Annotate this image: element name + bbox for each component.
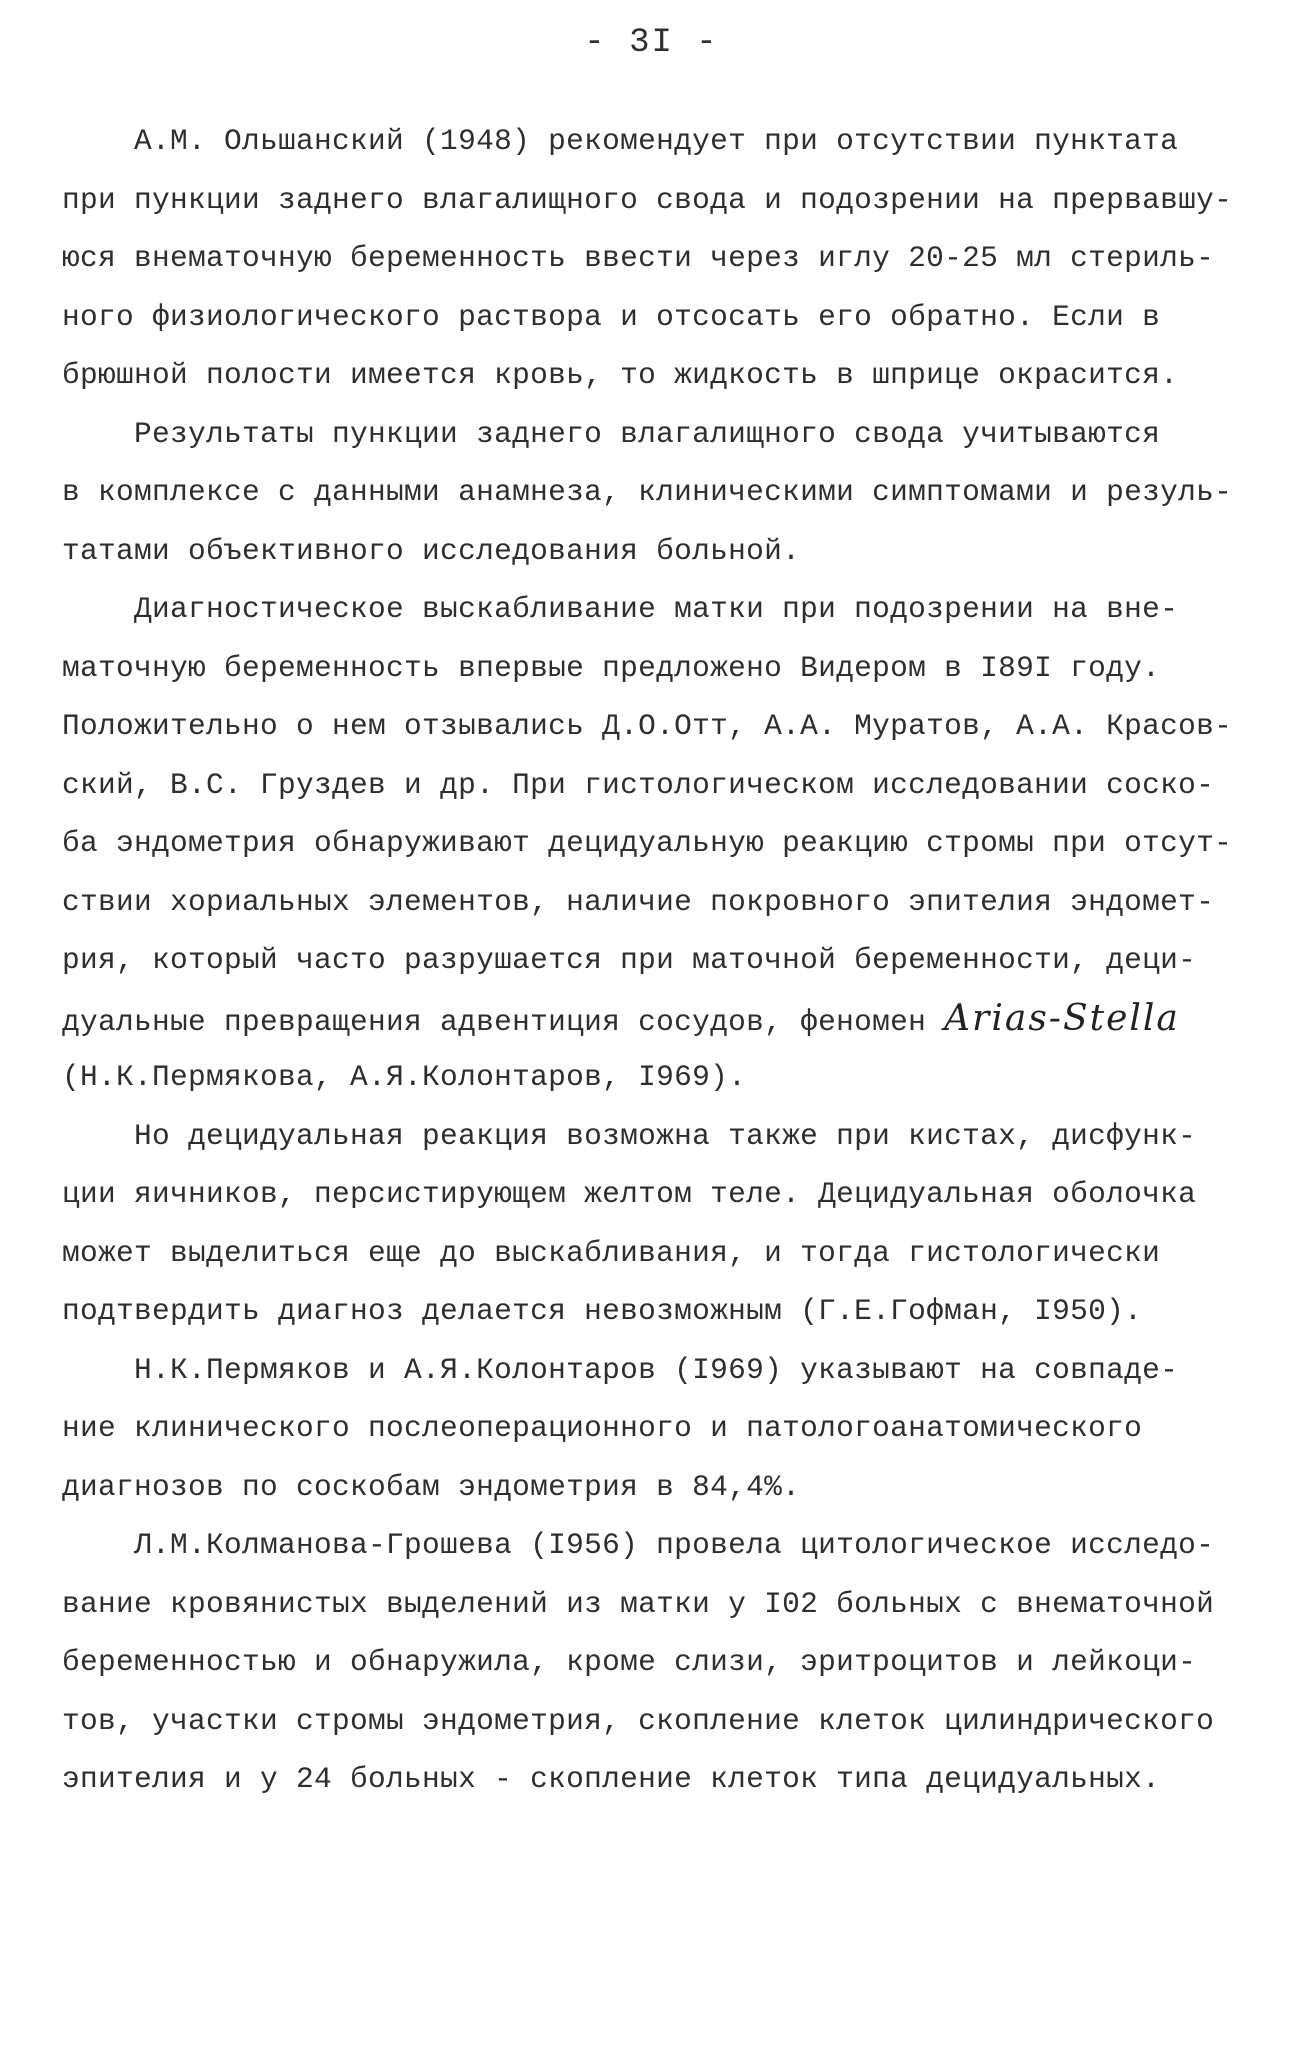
text-line: беременностью и обнаружила, кроме слизи, эритроцитов и лейкоци-: [62, 1645, 1197, 1679]
handwritten-term: Arias-Stella: [944, 997, 1180, 1039]
text-line: Но децидуальная реакция возможна также при кистах, дисфунк-: [62, 1118, 1197, 1153]
text-segment: дуальные превращения адвентиция сосудов, феномен: [62, 1004, 945, 1039]
text-line: при пункции заднего влагалищного свода и подозрении на прервавшу-: [62, 182, 1233, 217]
text-line: юся внематочную беременность ввести через иглу 20-25 мл стериль-: [62, 241, 1215, 275]
paragraph-2: [62, 405, 1242, 581]
text-line: (Н.К.Пермякова, А.Я.Колонтаров, I969).: [62, 1060, 747, 1094]
paragraph-6: [62, 1516, 1242, 1809]
text-line: может выделиться еще до выскабливания, и тогда гистологически: [62, 1235, 1161, 1270]
text-line: маточную беременность впервые предложено Видером в I89I году.: [62, 650, 1161, 685]
text-line: ние клинического послеоперационного и патологоанатомического: [62, 1411, 1143, 1445]
text-line-with-handwriting: [62, 990, 1242, 1049]
text-line: диагнозов по соскобам эндометрия в 84,4%.: [62, 1469, 801, 1504]
text-line: Результаты пункции заднего влагалищного свода учитываются: [62, 416, 1161, 451]
text-line: в комплексе с данными анамнеза, клиническими симптомами и резуль-: [62, 475, 1233, 509]
text-line: вание кровянистых выделений из матки у I02 больных с внематочной: [62, 1586, 1215, 1621]
text-line: ного физиологического раствора и отсосать его обратно. Если в: [62, 299, 1161, 334]
text-line: ский, В.С. Груздев и др. При гистологическом исследовании соско-: [62, 767, 1215, 802]
text-line: Диагностическое выскабливание матки при подозрении на вне-: [62, 592, 1179, 626]
paragraph-5: [62, 1341, 1242, 1517]
text-line: подтвердить диагноз делается невозможным (Г.Е.Гофман, I950).: [62, 1294, 1143, 1328]
text-line: эпителия и у 24 больных - скопление клеток типа децидуальных.: [62, 1762, 1161, 1796]
text-line: ствии хориальных элементов, наличие покровного эпителия эндомет-: [62, 884, 1215, 919]
text-line: тов, участки стромы эндометрия, скопление клеток цилиндрического: [62, 1703, 1215, 1738]
text-line: рия, который часто разрушается при маточной беременности, деци-: [62, 943, 1197, 977]
text-line: А.М. Ольшанский (1948) рекомендует при отсутствии пунктата: [62, 124, 1179, 158]
text-line: ба эндометрия обнаруживают децидуальную реакцию стромы при отсут-: [62, 826, 1233, 860]
text-line: ции яичников, персистирующем желтом теле. Децидуальная оболочка: [62, 1177, 1197, 1211]
text-line: Н.К.Пермяков и А.Я.Колонтаров (I969) указывают на совпаде-: [62, 1352, 1179, 1387]
page-number: - 3I -: [584, 24, 719, 62]
paragraph-4: [62, 1107, 1242, 1341]
body-text: [62, 112, 1242, 1809]
text-line: татами объективного исследования больной.: [62, 533, 801, 568]
paragraph-3: [62, 580, 1242, 1107]
text-line: брюшной полости имеется кровь, то жидкость в шприце окрасится.: [62, 358, 1179, 392]
text-line: Положительно о нем отзывались Д.О.Отт, А.А. Муратов, А.А. Красов-: [62, 709, 1233, 743]
paragraph-1: [62, 112, 1242, 405]
text-line: Л.М.Колманова-Грошева (I956) провела цитологическое исследо-: [62, 1528, 1215, 1562]
